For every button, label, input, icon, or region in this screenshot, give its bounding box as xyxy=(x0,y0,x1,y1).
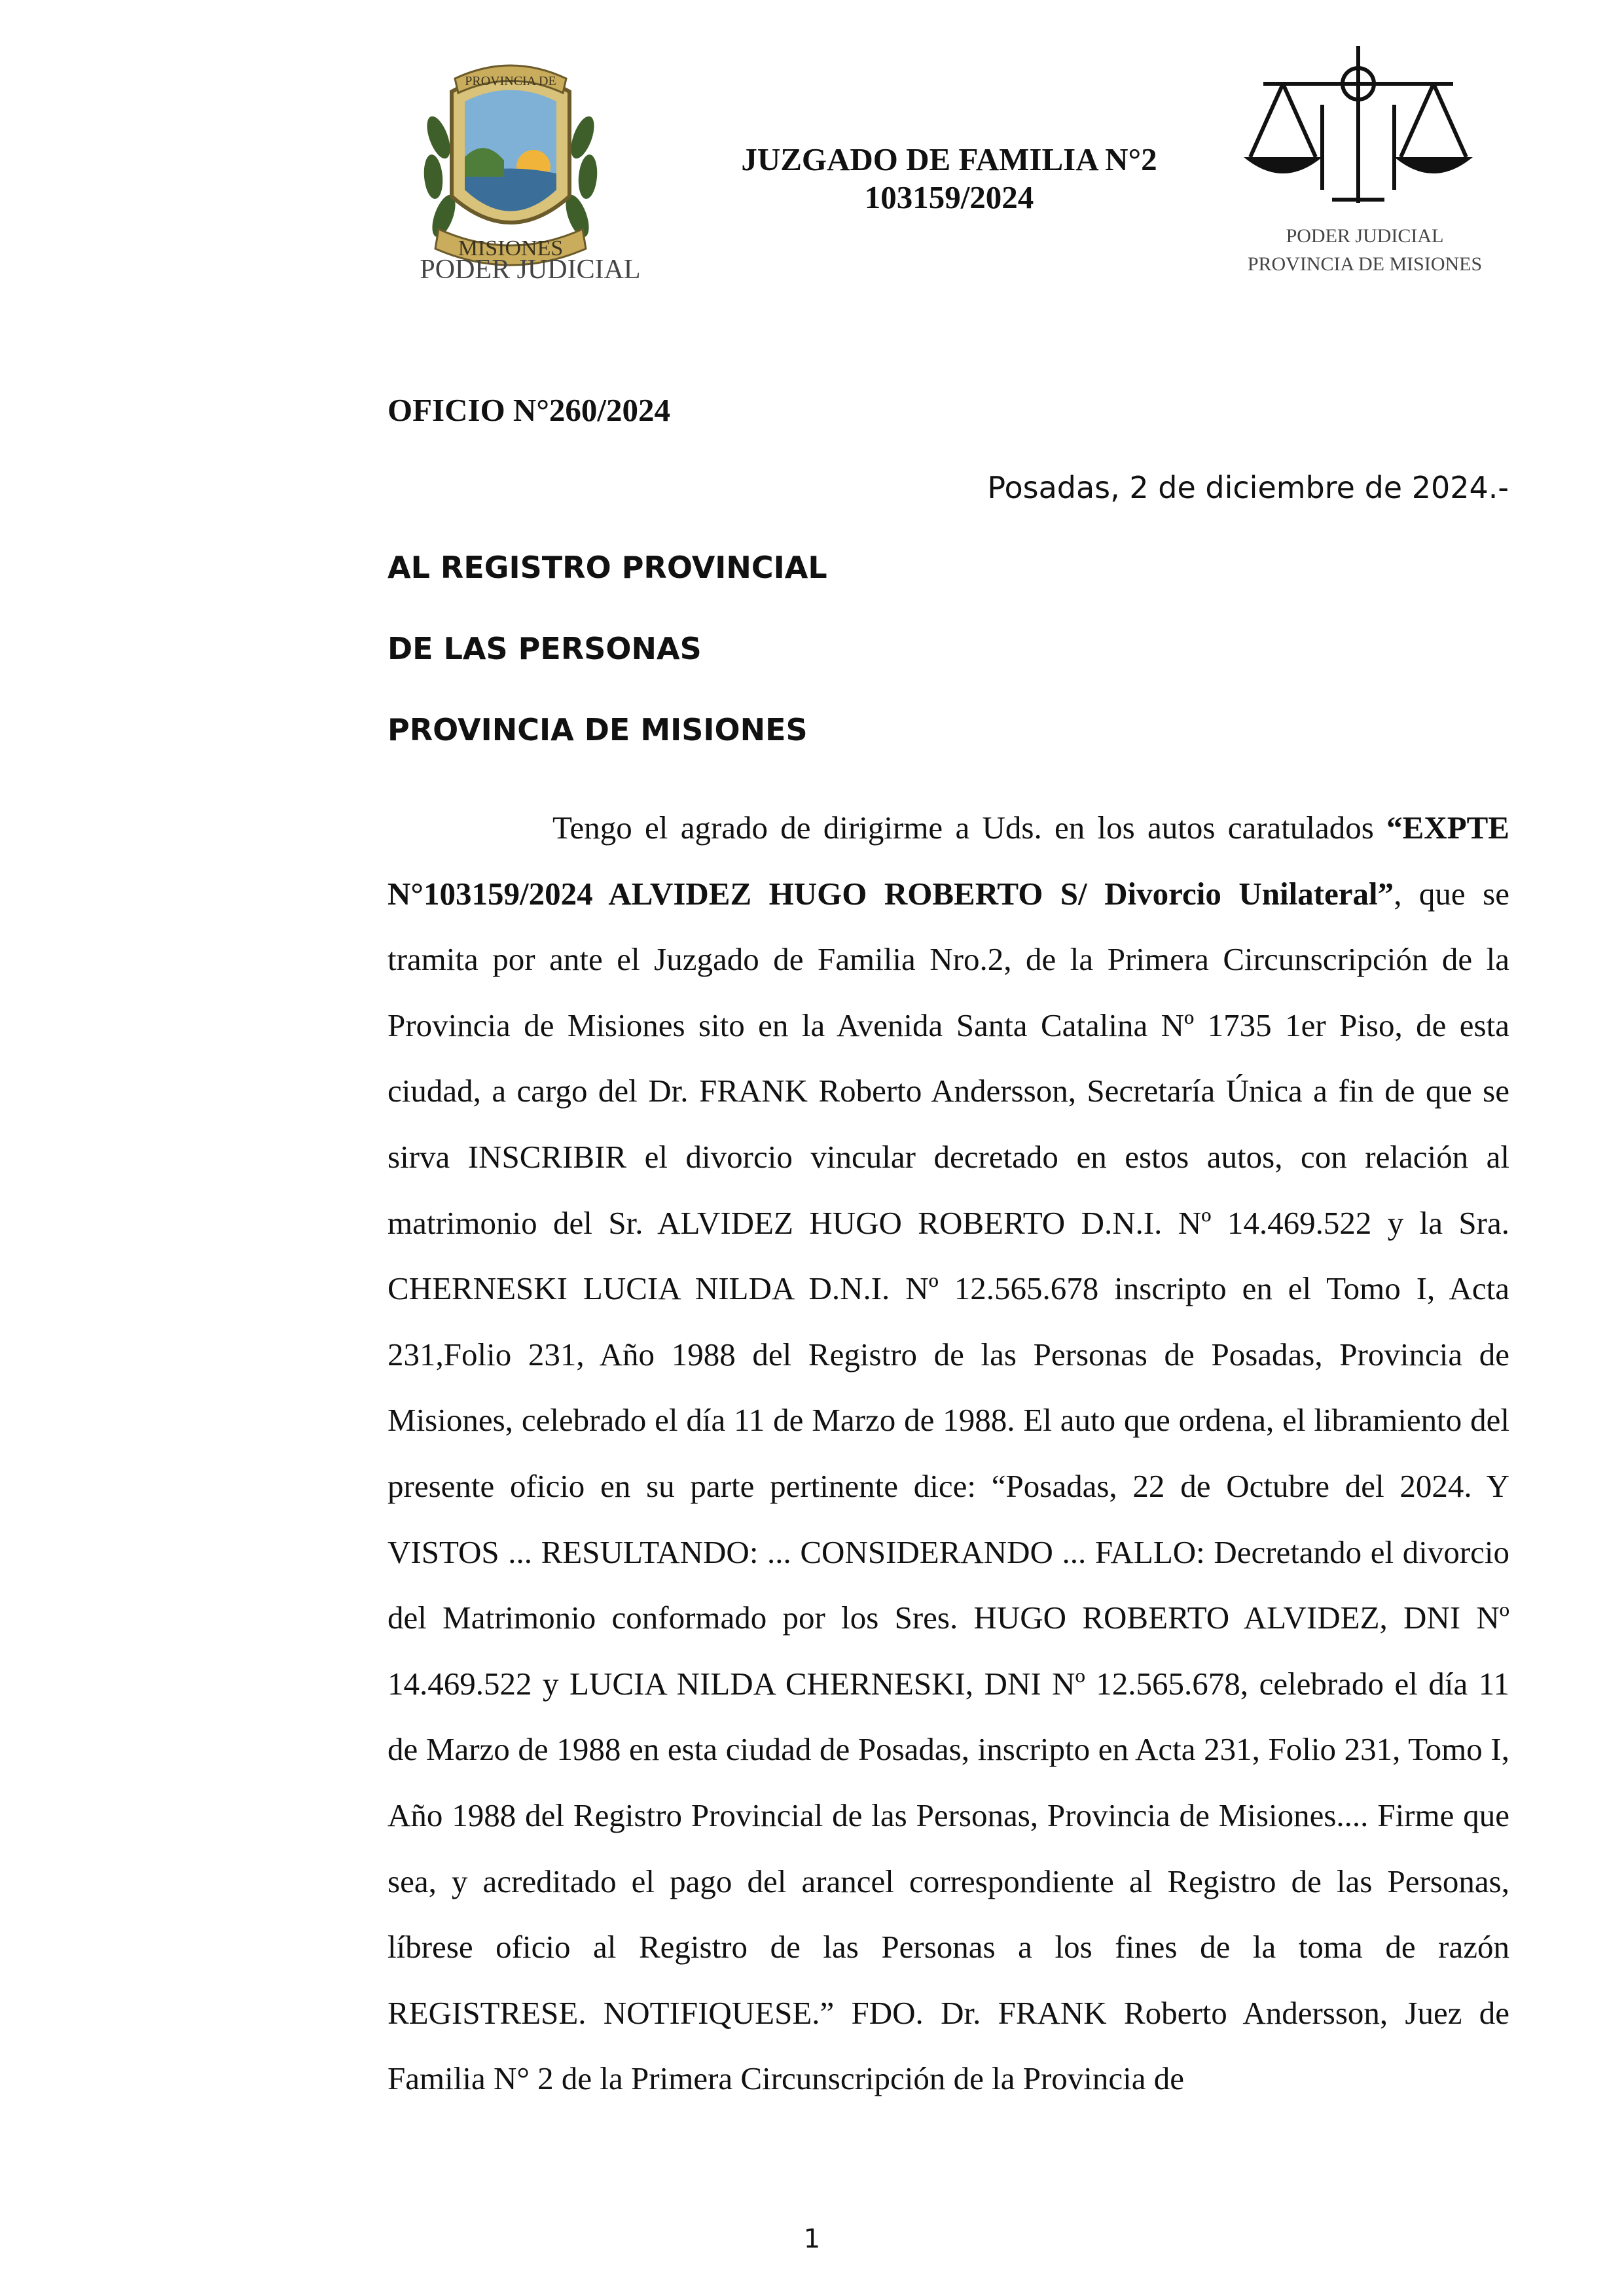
left-logo-caption: PODER JUDICIAL xyxy=(420,255,641,285)
scales-icon xyxy=(1250,46,1466,203)
poder-judicial-misiones-seal-logo xyxy=(393,52,668,288)
addressee-line-2: DE LAS PERSONAS xyxy=(388,631,702,666)
court-name: JUZGADO DE FAMILIA N°2 xyxy=(741,141,1157,177)
addressee-line-3: PROVINCIA DE MISIONES xyxy=(388,712,808,747)
document-date: Posadas, 2 de diciembre de 2024.- xyxy=(987,470,1509,505)
body-paragraph xyxy=(388,795,1509,2112)
seal-arc-bottom-text: MISIONES xyxy=(458,236,564,260)
addressee-line-1: AL REGISTRO PROVINCIAL xyxy=(388,550,827,585)
document-header xyxy=(655,141,1244,217)
right-logo-caption-line2: PROVINCIA DE MISIONES xyxy=(1247,253,1483,275)
scales-of-justice-logo xyxy=(1224,39,1506,288)
addressee-block xyxy=(388,550,827,793)
body-main-text: , que se tramita por ante el Juzgado de Familia Nro.2, de la Primera Circunscripción de la Provincia de Misiones sito en la Avenida Santa Catalina Nº 1735 1er Piso, de esta ciudad, a cargo del Dr. FRANK Roberto Andersson, Secretaría Única a fin de que se sirva INSCRIBIR el divorcio vincular decretado en estos autos, con relación al matrimonio del Sr. ALVIDEZ HUGO ROBERTO D.N.I. Nº 14.469.522 y la Sra. CHERNESKI LUCIA NILDA D.N.I. Nº 12.565.678 inscripto en el Tomo I, Acta 231,Folio 231, Año 1988 del Registro de las Personas de Posadas, Provincia de Misiones, celebrado el día 11 de Marzo de 1988. El auto que ordena, el libramiento del presente oficio en su parte pertinente dice: “Posadas, 22 de Octubre del 2024. Y VISTOS ... RESULTANDO: ... CONSIDERANDO ... FALLO: Decretando el divorcio del Matrimonio conformado por los Sres. HUGO ROBERTO ALVIDEZ, DNI Nº 14.469.522 y LUCIA NILDA CHERNESKI, DNI Nº 12.565.678, celebrado el día 11 de Marzo de 1988 en esta ciudad de Posadas, inscripto en Acta 231, Folio 231, Tomo I, Año 1988 del Registro Provincial de las Personas, Provincia de Misiones.... Firme que sea, y acreditado el pago del arancel correspondiente al Registro de las Personas, líbrese oficio al Registro de las Personas a los fines de la toma de razón REGISTRESE. NOTIFIQUESE.” FDO. Dr. FRANK Roberto Andersson, Juez de Familia N° 2 de la Primera Circunscripción de la Provincia de xyxy=(388,875,1509,2097)
seal-arc-top-text: PROVINCIA DE xyxy=(465,74,556,88)
oficio-number: OFICIO N°260/2024 xyxy=(388,392,671,428)
right-logo-caption-line1: PODER JUDICIAL xyxy=(1286,225,1444,247)
case-number: 103159/2024 xyxy=(864,179,1034,215)
case-title: “EXPTE N°103159/2024 ALVIDEZ HUGO ROBERTO S/ Divorcio Unilateral” xyxy=(388,810,1509,912)
body-intro: Tengo el agrado de dirigirme a Uds. en los autos caratulados xyxy=(552,810,1387,846)
page-number: 1 xyxy=(803,2224,821,2254)
